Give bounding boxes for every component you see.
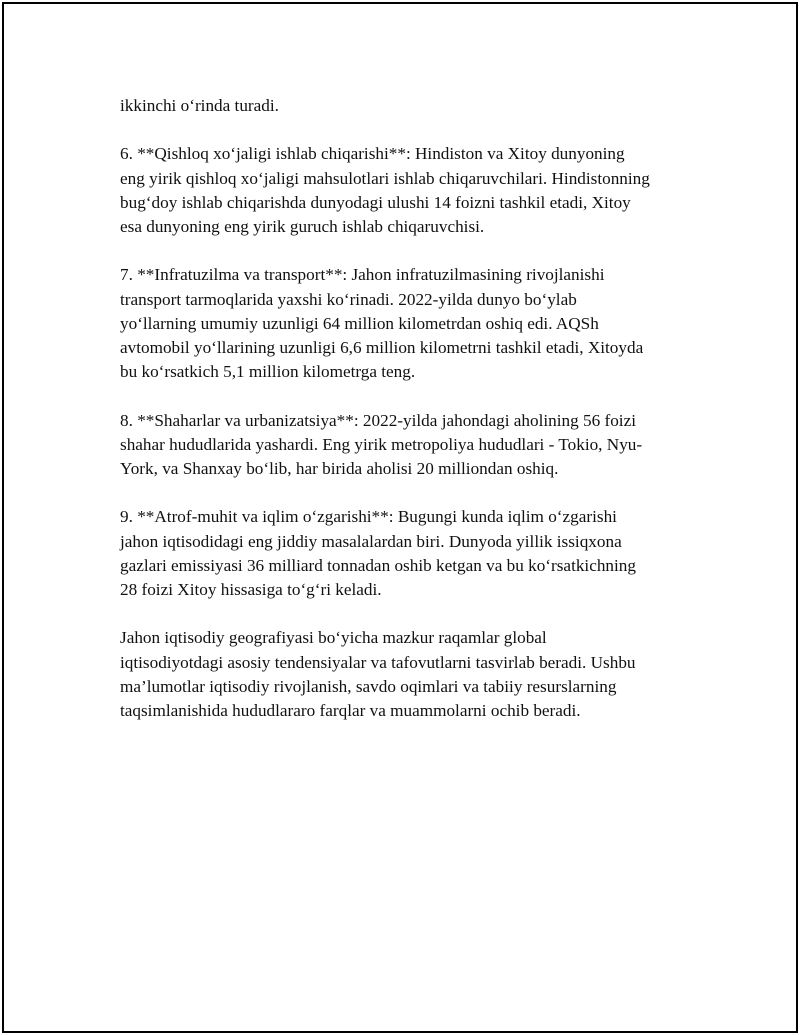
paragraph-continuation: ikkinchi o‘rinda turadi. bbox=[120, 96, 279, 115]
paragraph-urbanization: 8. **Shaharlar va urbanizatsiya**: 2022-yilda jahondagi aholining 56 foizi shahar hududlarida yashardi. Eng yirik metropoliya hududlari - Tokio, Nyu- York, va Shanxay bo‘lib, har birida aholisi 20 milliondan oshiq. bbox=[120, 410, 643, 478]
document-body bbox=[120, 94, 695, 747]
paragraph-agriculture: 6. **Qishloq xo‘jaligi ishlab chiqarishi**: Hindiston va Xitoy dunyoning eng yirik qishloq xo‘jaligi mahsulotlari ishlab chiqaruvchilari. Hindistonning bug‘doy ishlab chiqarishda dunyodagi ulushi 14 foizni tashkil etadi, Xitoy esa dunyoning eng yirik guruch ishlab chiqaruvchisi. bbox=[120, 144, 650, 236]
paragraph-conclusion: Jahon iqtisodiy geografiyasi bo‘yicha mazkur raqamlar global iqtisodiyotdagi asosiy tendensiyalar va tafovutlarni tasvirlab beradi. Ushbu ma’lumotlar iqtisodiy rivojlanish, savdo oqimlari va tabiiy resurslarning taqsimlanishida hududlararo farqlar va muammolarni ochib beradi. bbox=[120, 628, 636, 720]
paragraph-climate: 9. **Atrof-muhit va iqlim o‘zgarishi**: Bugungi kunda iqlim o‘zgarishi jahon iqtisodidagi eng jiddiy masalalardan biri. Dunyoda yillik issiqxona gazlari emissiyasi 36 milliard tonnadan oshib ketgan va bu ko‘rsatkichning 28 foizi Xitoy hissasiga to‘g‘ri keladi. bbox=[120, 507, 636, 599]
document-page bbox=[2, 2, 798, 1033]
paragraph-infrastructure: 7. **Infratuzilma va transport**: Jahon infratuzilmasining rivojlanishi transport tarmoqlarida yaxshi ko‘rinadi. 2022-yilda dunyo bo‘ylab yo‘llarning umumiy uzunligi 64 million kilometrdan oshiq edi. AQSh avtomobil yo‘llarining uzunligi 6,6 million kilometrni tashkil etadi, Xitoyda bu ko‘rsatkich 5,1 million kilometrga teng. bbox=[120, 265, 644, 382]
